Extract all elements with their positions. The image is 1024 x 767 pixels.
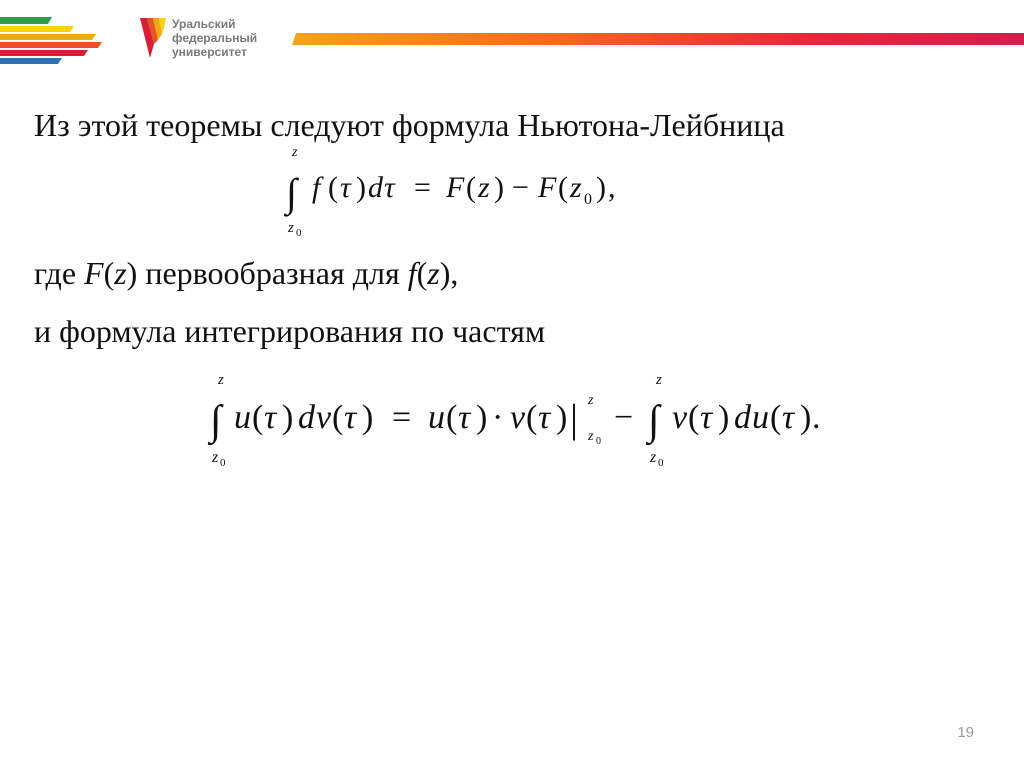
f1-integral-sign-icon: ∫	[286, 170, 297, 215]
f1-tau-1: τ	[340, 171, 351, 204]
f2-v-3: v	[672, 399, 688, 436]
line2-z2: z	[427, 255, 440, 291]
f2-paren-open-4: (	[526, 399, 538, 436]
f1-comma: ,	[608, 171, 616, 204]
logo-line-2: федеральный	[172, 31, 258, 45]
f1-minus: −	[512, 171, 529, 204]
f2-paren-close-3: )	[476, 399, 488, 436]
f1-d: d	[368, 171, 383, 204]
line2-part2: первообразная для	[137, 255, 408, 291]
f2-paren-close-1: )	[282, 399, 294, 436]
f2-paren-open-2: (	[332, 399, 344, 436]
header-stripe-blue	[0, 58, 62, 64]
line2-paren-close-2: ),	[439, 255, 459, 291]
f2-upper-limit-2: z	[656, 372, 662, 388]
f2-tau-4: τ	[538, 399, 551, 436]
line2-f: f	[407, 255, 417, 291]
header-stripe-yellow	[0, 26, 74, 32]
f2-lower-limit-2-sub: 0	[658, 457, 664, 469]
f2-dot: ·	[492, 399, 504, 436]
logo-line-3: университет	[172, 45, 247, 59]
text-line-1: Из этой теоремы следуют формула Ньютона-Лейбница	[34, 107, 785, 143]
logo-text	[172, 17, 292, 59]
f1-f: f	[312, 171, 321, 204]
formula-newton-leibniz	[280, 142, 700, 242]
f2-d-2: d	[734, 399, 751, 436]
f2-paren-open-5: (	[688, 399, 700, 436]
header-stripe-right	[292, 33, 1024, 45]
f1-paren-close-2: )	[494, 171, 504, 204]
line2-paren-open-2: (	[416, 255, 428, 291]
university-logo	[138, 14, 288, 66]
f1-paren-open-1: (	[328, 171, 338, 204]
f1-paren-close-1: )	[356, 171, 366, 204]
f2-tau-1: τ	[264, 399, 277, 436]
f2-tau-3: τ	[458, 399, 471, 436]
f1-paren-close-3: )	[596, 171, 606, 204]
f2-paren-open-3: (	[446, 399, 458, 436]
line2-F: F	[84, 255, 104, 291]
f2-bar-lower: z	[588, 429, 594, 444]
f1-lower-limit: z	[288, 220, 294, 236]
line2-paren-close: )	[126, 255, 138, 291]
line2-paren-open: (	[103, 255, 115, 291]
f2-tau-2: τ	[344, 399, 357, 436]
f1-z-1: z	[478, 171, 490, 204]
f2-lower-limit-2: z	[650, 449, 657, 466]
f2-tau-5: τ	[700, 399, 713, 436]
f2-bar-upper: z	[588, 393, 594, 408]
text-line-3: и формула интегрирования по частям	[34, 313, 546, 349]
f2-tau-6: τ	[782, 399, 795, 436]
f2-upper-limit-1: z	[218, 372, 224, 388]
f2-integral-sign-2-icon: ∫	[648, 398, 660, 444]
page-number: 19	[957, 724, 974, 741]
f1-lower-limit-sub: 0	[296, 227, 302, 239]
f2-minus: −	[614, 399, 634, 436]
f1-sub0: 0	[584, 191, 592, 208]
f1-paren-open-2: (	[466, 171, 476, 204]
header-stripe-red	[0, 50, 88, 56]
formula-integration-by-parts	[206, 366, 866, 470]
f2-period: .	[812, 399, 821, 436]
f1-equals: =	[414, 171, 431, 204]
header-stripe-red-orange	[0, 42, 102, 48]
text-line-2	[34, 254, 458, 292]
f2-paren-close-4: )	[556, 399, 568, 436]
f2-u-3: u	[752, 399, 769, 436]
line2-z: z	[114, 255, 127, 291]
f1-upper-limit: z	[292, 145, 298, 160]
f2-integral-sign-1-icon: ∫	[210, 398, 222, 444]
f1-z-2: z	[570, 171, 582, 204]
f2-paren-close-5: )	[718, 399, 730, 436]
f1-tau-2: τ	[384, 171, 395, 204]
f2-bar-lower-sub: 0	[596, 436, 601, 447]
f2-u-1: u	[234, 399, 251, 436]
f2-eval-bar: |	[570, 396, 579, 441]
logo-mark-icon	[138, 14, 168, 66]
f1-F-1: F	[446, 171, 465, 204]
f2-u-2: u	[428, 399, 445, 436]
f2-paren-open-1: (	[252, 399, 264, 436]
f1-F-2: F	[538, 171, 557, 204]
line2-part1: где	[34, 255, 85, 291]
f2-equals: =	[392, 399, 412, 436]
f2-lower-limit-1-sub: 0	[220, 457, 226, 469]
header-stripe-green	[0, 17, 52, 24]
f2-d-1: d	[298, 399, 315, 436]
f1-paren-open-3: (	[558, 171, 568, 204]
logo-line-1: Уральский	[172, 17, 236, 31]
f2-v-1: v	[316, 399, 332, 436]
f2-v-2: v	[510, 399, 526, 436]
f2-lower-limit-1: z	[212, 449, 219, 466]
f2-paren-close-6: )	[800, 399, 812, 436]
f2-paren-close-2: )	[362, 399, 374, 436]
f2-paren-open-6: (	[770, 399, 782, 436]
header-stripe-orange	[0, 34, 96, 40]
